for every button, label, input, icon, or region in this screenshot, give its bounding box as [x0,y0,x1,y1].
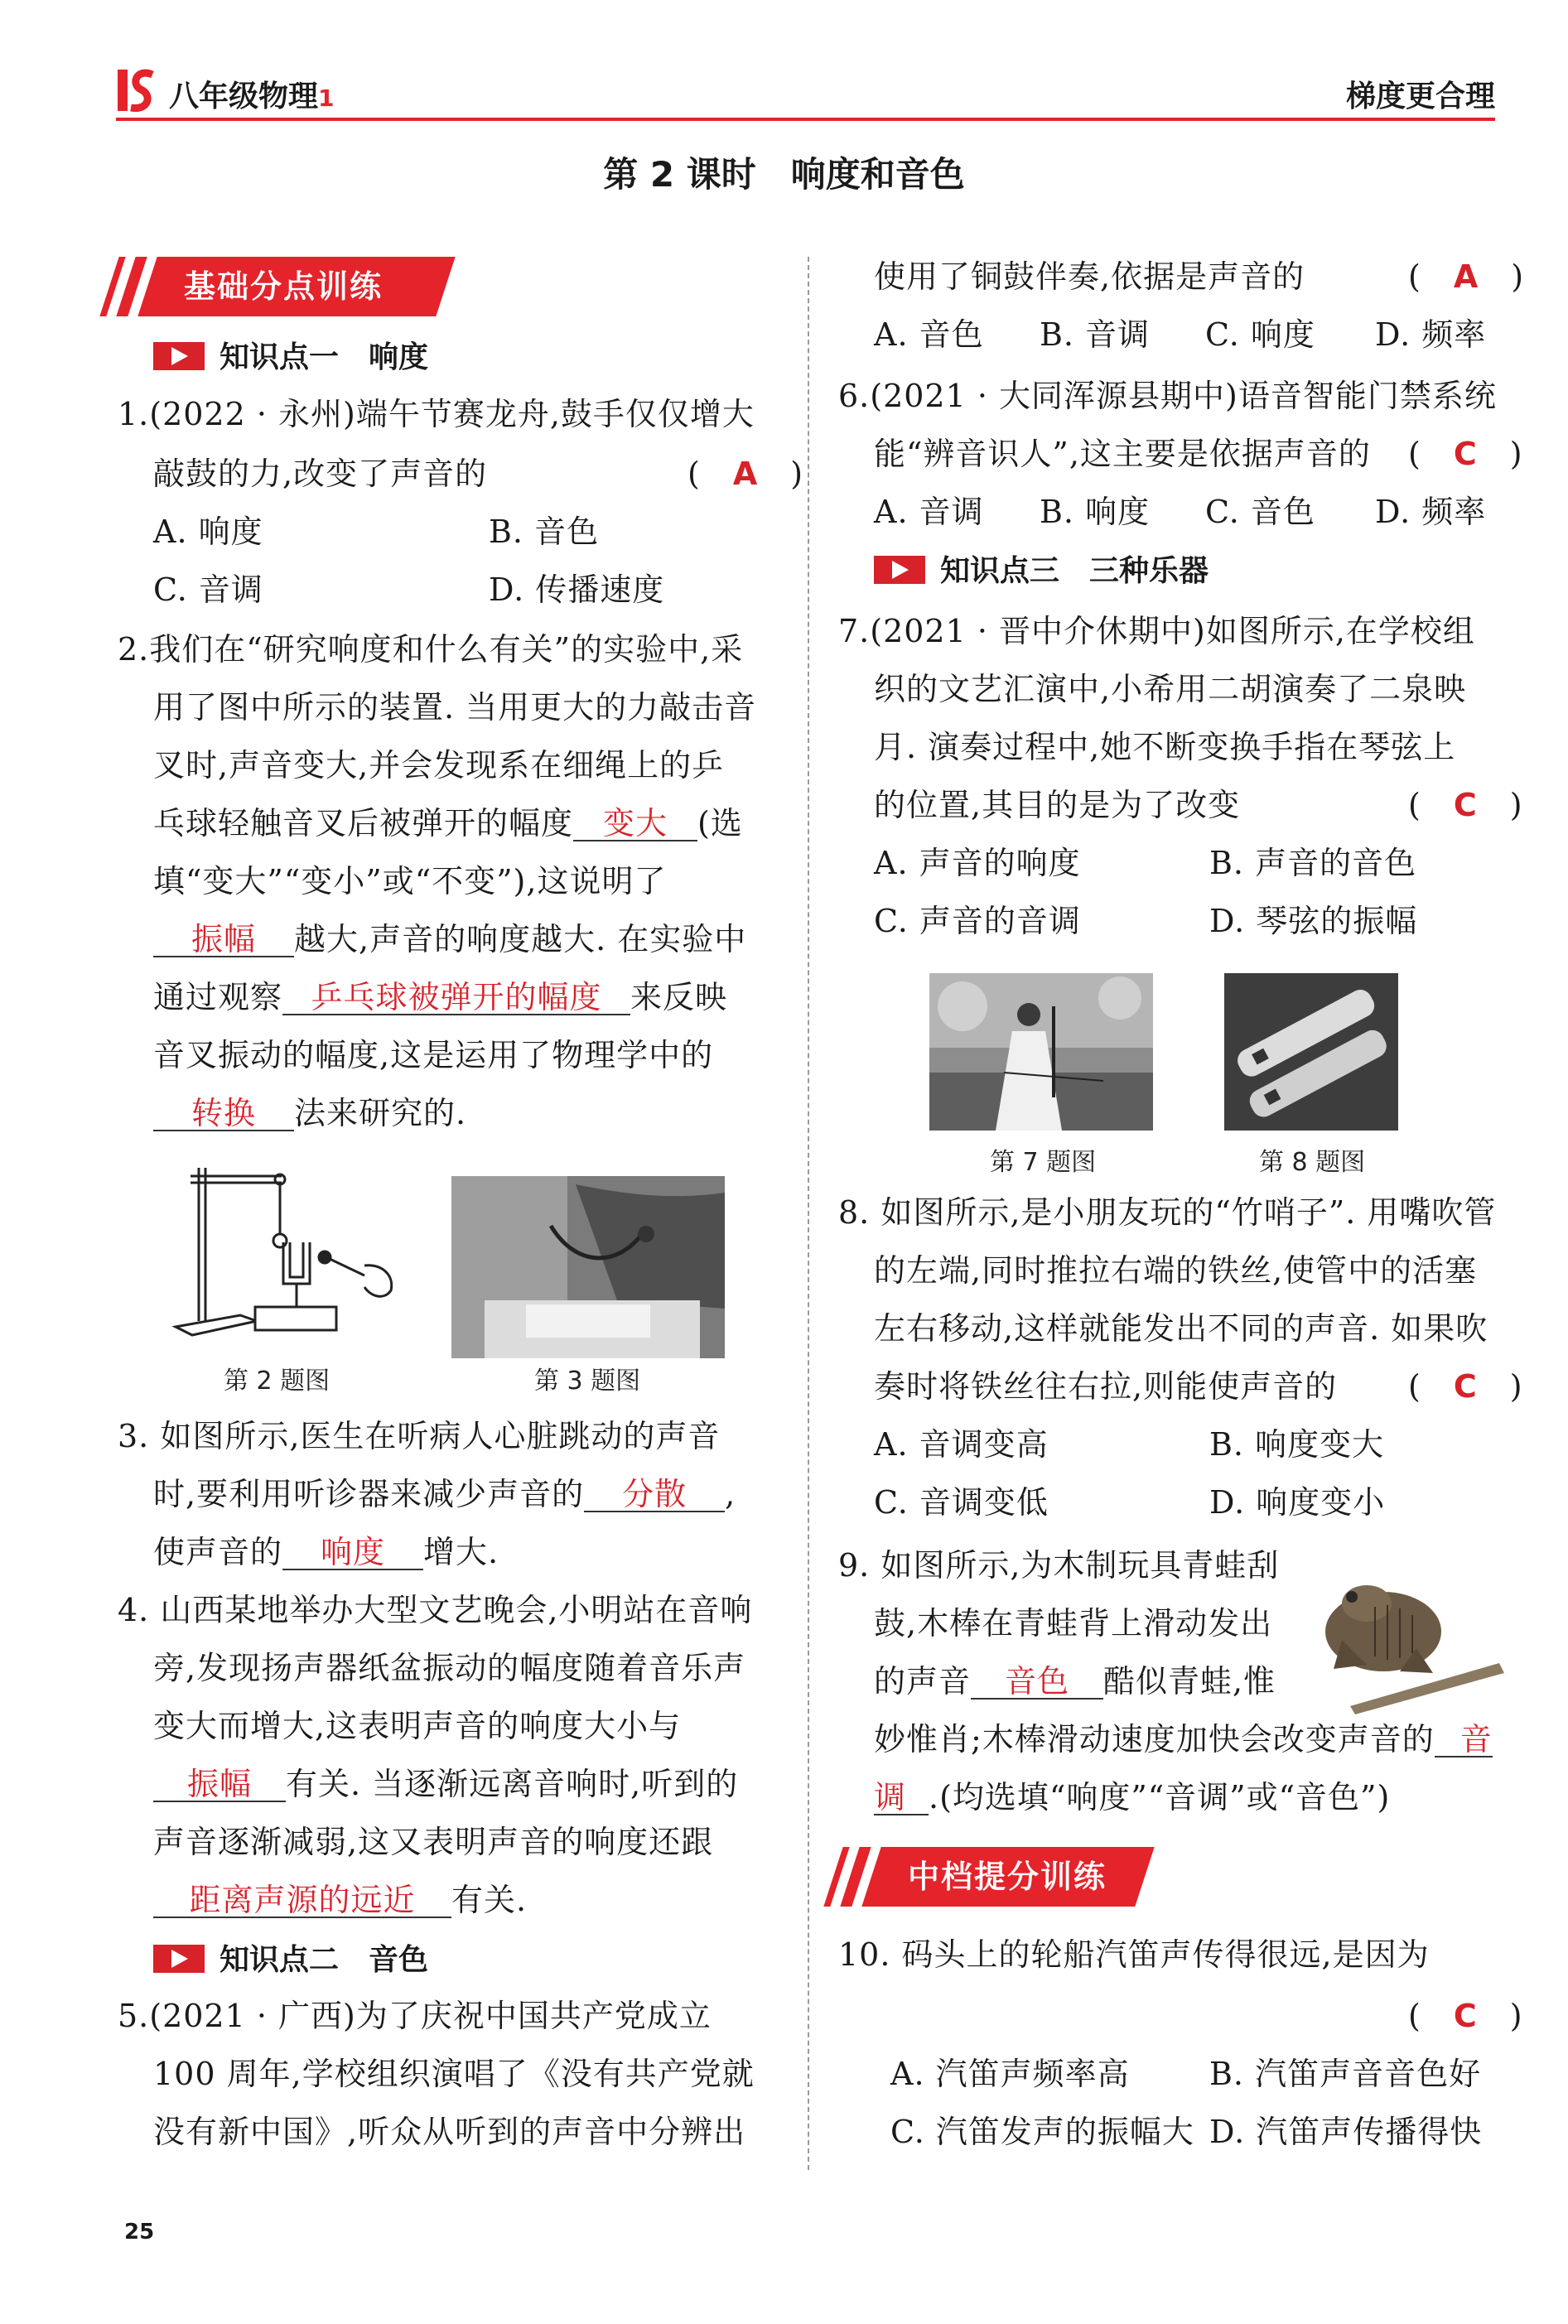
publisher-logo [116,66,157,114]
q7-option-d: D. 琴弦的振幅 [1209,903,1418,939]
q2-line9: 转换 法来研究的. [153,1095,466,1131]
q2-line2: 用了图中所示的装置. 当用更大的力敲击音 [153,689,757,726]
q2-line5: 填“变大”“变小”或“不变”),这说明了 [153,863,667,899]
fig2-caption: 第 2 题图 [224,1367,330,1396]
q4-line3: 变大而增大,这表明声音的响度大小与 [153,1708,682,1744]
q9-line5: 调 .(均选填“响度”“音调”或“音色”) [874,1779,1391,1815]
q6-option-d: D. 频率 [1375,494,1487,530]
q8-answer: ( C ) [1408,1368,1523,1405]
q3-line3: 使声音的 响度 增大. [153,1534,499,1570]
q6-line1: 6.(2021 · 大同浑源县期中)语音智能门禁系统 [838,378,1497,414]
q2-line7: 通过观察 乒乓球被弹开的幅度 来反映 [153,979,728,1015]
q2-line6: 振幅 越大,声音的响度越大. 在实验中 [153,921,746,957]
tuning-fork-figure [166,1151,406,1350]
q9-blank2: 音 [1435,1723,1493,1757]
q1-option-c: C. 音调 [153,571,263,608]
q5-line2: 100 周年,学校组织演唱了《没有共产党就 [153,2056,755,2092]
q8-option-a: A. 音调变高 [874,1426,1049,1463]
q6-answer: ( C ) [1408,436,1523,472]
q10-line1: 10. 码头上的轮船汽笛声传得很远,是因为 [838,1936,1430,1973]
q2-blank2: 振幅 [153,923,294,957]
q1-option-d: D. 传播速度 [489,571,665,608]
q5-option-c: C. 响度 [1205,316,1315,353]
q2-line3: 叉时,声音变大,并会发现系在细绳上的乒 [153,747,725,784]
q5-answer: ( A ) [1408,258,1525,295]
q5-option-a: A. 音色 [874,316,984,353]
q9-line2: 鼓,木棒在青蛙背上滑动发出 [874,1605,1273,1642]
q3-blank1: 分散 [584,1478,725,1512]
knowledge-point-1: 知识点一 响度 [153,340,428,376]
q10-answer: ( C ) [1408,1998,1523,2034]
q2-line1: 2.我们在“研究响度和什么有关”的实验中,采 [118,631,744,668]
slogan: 梯度更合理 [1345,80,1495,113]
q7-line2: 织的文艺汇演中,小希用二胡演奏了二泉映 [874,671,1467,707]
q1-option-a: A. 响度 [153,513,263,550]
q4-blank1: 振幅 [153,1767,286,1802]
q1-option-b: B. 音色 [489,513,600,550]
q7-line1: 7.(2021 · 晋中介休期中)如图所示,在学校组 [838,613,1475,649]
q5-option-b: B. 音调 [1040,316,1151,353]
q5-line4: 使用了铜鼓伴奏,依据是声音的 [874,258,1305,295]
q5-line1: 5.(2021 · 广西)为了庆祝中国共产党成立 [118,1998,712,2034]
q7-option-b: B. 声音的音色 [1209,845,1417,881]
erhu-performer-photo [929,973,1153,1131]
q8-option-b: B. 响度变大 [1209,1426,1385,1463]
q7-line3: 月. 演奏过程中,她不断变换手指在琴弦上 [874,729,1456,765]
play-triangle-icon [153,342,205,370]
q10-option-d: D. 汽笛声传播得快 [1209,2114,1483,2150]
q6-line2: 能“辨音识人”,这主要是依据声音的 [874,436,1371,472]
q9-line3: 的声音 音色 酷似青蛙,惟 [874,1663,1276,1700]
q4-line6: 距离声源的远近 有关. [153,1882,527,1918]
q9-blank1: 音色 [971,1665,1103,1700]
q2-blank4: 转换 [153,1097,294,1131]
book-title: 八年级物理 [169,80,319,113]
q10-option-b: B. 汽笛声音音色好 [1209,2056,1482,2092]
q2-blank3: 乒乓球被弹开的幅度 [282,981,630,1015]
q10-option-c: C. 汽笛发声的振幅大 [890,2114,1194,2150]
q7-option-c: C. 声音的音调 [874,903,1081,939]
wooden-frog-figure [1317,1557,1508,1714]
q6-option-a: A. 音调 [874,494,984,530]
q8-line2: 的左端,同时推拉右端的铁丝,使管中的活塞 [874,1252,1478,1289]
q8-line4: 奏时将铁丝往右拉,则能使声音的 [874,1368,1338,1405]
q1-answer: ( A ) [688,456,804,492]
q4-blank2: 距离声源的远近 [153,1883,451,1918]
q7-line4: 的位置,其目的是为了改变 [874,787,1241,823]
bamboo-whistle-photo [1224,973,1398,1131]
q9-blank2-cont: 调 [874,1781,929,1815]
q1-line1: 1.(2022 · 永州)端午节赛龙舟,鼓手仅仅增大 [118,396,755,432]
q3-blank2: 响度 [282,1536,423,1570]
q3-line1: 3. 如图所示,医生在听病人心脏跳动的声音 [118,1418,721,1454]
q8-line3: 左右移动,这样就能发出不同的声音. 如果吹 [874,1310,1488,1347]
q8-option-c: C. 音调变低 [874,1484,1049,1521]
q2-line8: 音叉振动的幅度,这是运用了物理学中的 [153,1037,714,1073]
play-triangle-icon [153,1945,205,1973]
q8-option-d: D. 响度变小 [1209,1484,1386,1521]
section-banner-basic: 基础分点训练 [147,257,446,316]
book-volume: 1 [318,84,335,112]
column-divider [808,257,809,2170]
q7-option-a: A. 声音的响度 [874,845,1081,881]
q6-option-b: B. 响度 [1040,494,1151,530]
q5-option-d: D. 频率 [1375,316,1487,353]
knowledge-point-2: 知识点二 音色 [153,1942,428,1979]
knowledge-point-3: 知识点三 三种乐器 [874,553,1209,590]
q7-answer: ( C ) [1408,787,1523,823]
page-number: 25 [124,2220,155,2244]
q2-line4: 乓球轻触音叉后被弹开的幅度 变大 (选 [153,805,743,841]
q4-line1: 4. 山西某地举办大型文艺晚会,小明站在音响 [118,1592,753,1628]
q4-line2: 旁,发现扬声器纸盆振动的幅度随着音乐声 [153,1650,746,1686]
q2-blank1: 变大 [573,807,697,841]
q1-line2: 敲鼓的力,改变了声音的 [153,456,488,492]
q4-line4: 振幅 有关. 当逐渐远离音响时,听到的 [153,1766,738,1802]
q3-line2: 时,要利用听诊器来减少声音的 分散 , [153,1476,736,1512]
doctor-stethoscope-photo [451,1176,725,1358]
play-triangle-icon [874,556,925,584]
fig7-caption: 第 7 题图 [990,1148,1097,1177]
section-banner-advanced: 中档提分训练 [871,1847,1145,1907]
fig3-caption: 第 3 题图 [534,1367,641,1396]
q5-line3: 没有新中国》,听众从听到的声音中分辨出 [153,2114,746,2150]
lesson-title: 第 2 课时 响度和音色 [603,154,965,195]
q9-line1: 9. 如图所示,为木制玩具青蛙刮 [838,1547,1280,1584]
q10-option-a: A. 汽笛声频率高 [890,2056,1130,2092]
header-rule [116,118,1495,121]
q8-line1: 8. 如图所示,是小朋友玩的“竹哨子”. 用嘴吹管 [838,1194,1497,1231]
q9-line4: 妙惟肖;木棒滑动速度加快会改变声音的 音 [874,1721,1493,1757]
q4-line5: 声音逐渐减弱,这又表明声音的响度还跟 [153,1824,714,1860]
page-header [116,66,1495,124]
q6-option-c: C. 音色 [1205,494,1315,530]
fig8-caption: 第 8 题图 [1259,1148,1366,1177]
